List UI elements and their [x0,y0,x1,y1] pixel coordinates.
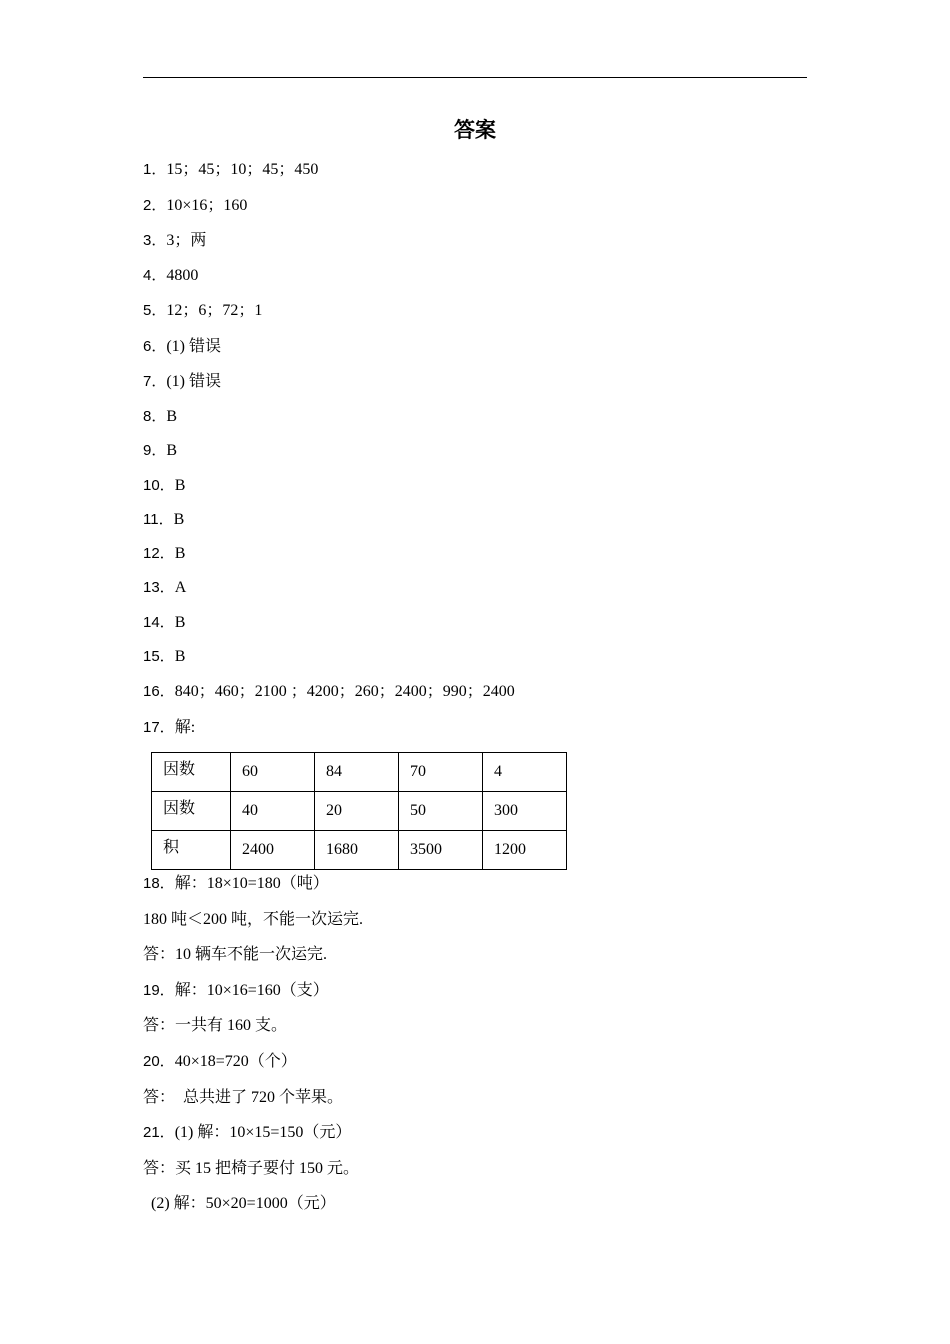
table-cell: 40 [231,792,315,831]
table-cell: 2400 [231,831,315,870]
answer-text: B [174,648,186,665]
answer-line [143,544,185,564]
answer-number: 17． [143,719,175,736]
header-rule [143,77,807,78]
answer-number: 5． [143,302,167,319]
table-cell: 3500 [399,831,483,870]
answer-text: 3；两 [166,232,207,249]
answer-number: 11． [143,511,174,528]
table-cell: 84 [315,753,399,792]
answer-line [143,510,184,530]
answer-text: B [174,545,186,562]
answer-text: (1) 解：10×15=150（元） [174,1124,352,1141]
answer-text: 解：10×16=160（支） [174,982,329,999]
table-cell: 1680 [315,831,399,870]
table-cell: 1200 [483,831,567,870]
answer-line [143,718,195,738]
answer-number: 3． [143,232,167,249]
answer-line [143,1088,343,1108]
answer-number: 8． [143,408,167,425]
answer-text: 10×16；160 [166,197,248,214]
answer-line [143,910,363,930]
answer-text: 12；6；72；1 [166,302,263,319]
table-cell: 70 [399,753,483,792]
answer-text: B [173,511,185,528]
answer-text: B [174,614,186,631]
answer-number: 4． [143,267,167,284]
answer-text: 840；460；2100 ；4200；260；2400；990；2400 [174,683,515,700]
answer-line [143,1194,336,1214]
factor-product-table [151,752,567,870]
answer-number: 7． [143,373,167,390]
answer-number: 13． [143,579,175,596]
answer-number: 14． [143,614,175,631]
answer-line [143,945,327,965]
answer-line [143,1016,287,1036]
answer-text: 15；45；10；45；450 [166,161,319,178]
table-row-label: 因数 [152,753,231,792]
answer-line [143,476,185,496]
answer-number: 1． [143,161,167,178]
answer-line [143,578,186,598]
answer-number: 9． [143,442,167,459]
answer-line [143,981,329,1001]
answer-line [143,301,262,321]
answer-text: 答：买 15 把椅子要付 150 元。 [143,1160,360,1177]
table-row-label: 积 [152,831,231,870]
page-title: 答案 [454,118,496,142]
table-cell: 4 [483,753,567,792]
table-cell: 50 [399,792,483,831]
table-row [152,753,567,792]
answer-line [143,266,198,286]
answer-line [143,613,185,633]
answer-text: (2) 解：50×20=1000（元） [143,1195,336,1212]
answer-number: 15． [143,648,175,665]
answer-line [143,337,221,357]
answer-number: 6． [143,338,167,355]
answer-text: B [166,408,178,425]
answer-text: (1) 错误 [166,373,222,390]
answer-number: 18． [143,875,175,892]
answer-line [143,196,247,216]
answer-number: 21． [143,1124,175,1141]
answer-line [143,647,185,667]
answer-line [143,682,515,702]
answer-text: 40×18=720（个） [174,1053,297,1070]
answer-line [143,160,318,180]
answer-line [143,1123,351,1143]
answer-text: A [174,579,187,596]
answer-number: 19． [143,982,175,999]
answer-line [143,407,177,427]
table-cell: 60 [231,753,315,792]
answer-text: B [166,442,178,459]
answer-text: 答： 总共进了 720 个苹果。 [143,1089,344,1106]
answer-text: 180 吨＜200 吨，不能一次运完. [143,911,364,928]
answer-number: 16． [143,683,175,700]
answer-line [143,1159,359,1179]
table-cell: 300 [483,792,567,831]
answer-line [143,372,221,392]
answer-number: 20． [143,1053,175,1070]
answer-line [143,231,206,251]
answer-number: 2． [143,197,167,214]
answer-text: 4800 [166,267,199,284]
answer-text: 解: [174,719,196,736]
answer-text: 答：10 辆车不能一次运完. [143,946,328,963]
table-row [152,792,567,831]
answer-text: B [174,477,186,494]
table-row [152,831,567,870]
answer-line [143,1052,297,1072]
answer-line [143,441,177,461]
answer-number: 12． [143,545,175,562]
answer-text: (1) 错误 [166,338,222,355]
table-row-label: 因数 [152,792,231,831]
answer-number: 10． [143,477,175,494]
answer-text: 答：一共有 160 支。 [143,1017,288,1034]
answer-line [143,874,329,894]
table-cell: 20 [315,792,399,831]
answer-text: 解：18×10=180（吨） [174,875,329,892]
